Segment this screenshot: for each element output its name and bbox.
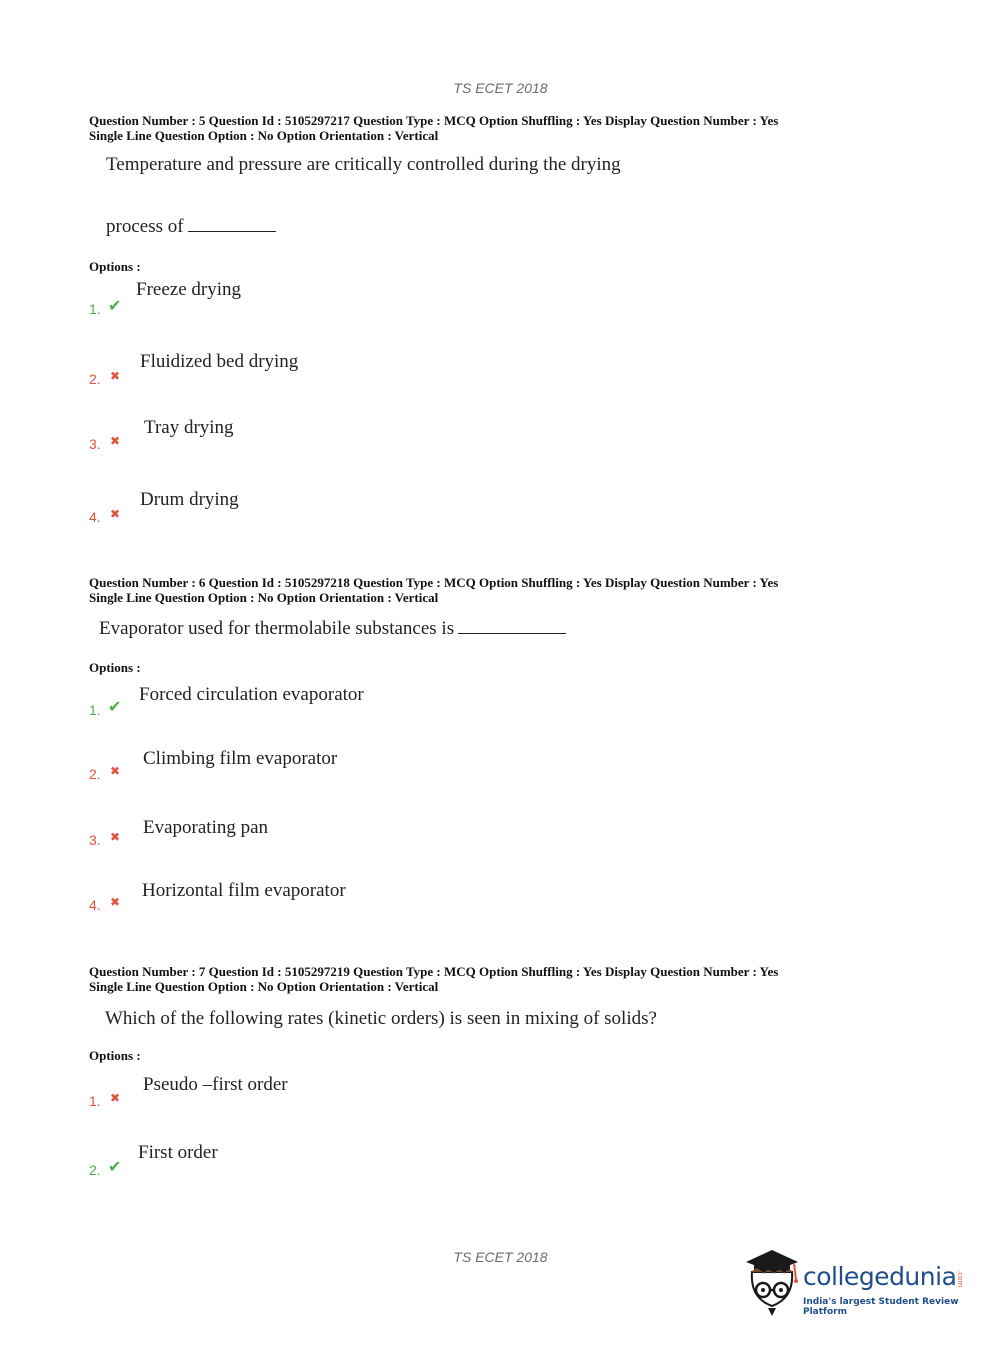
question-text-q6 — [99, 618, 566, 640]
option-number: 4. — [89, 509, 101, 525]
options-label-q7: Options : — [89, 1048, 141, 1063]
question-meta-line2: Single Line Question Option : No Option Orientation : Vertical — [89, 590, 439, 605]
question-text-q7: Which of the following rates (kinetic orders) is seen in mixing of solids? — [105, 1008, 657, 1029]
question-text-q5-line1: Temperature and pressure are critically controlled during the drying — [106, 154, 621, 175]
option-text: Fluidized bed drying — [140, 351, 299, 372]
option-text: First order — [138, 1142, 218, 1163]
cross-icon: ✖ — [110, 895, 121, 909]
option-text: Climbing film evaporator — [143, 748, 338, 769]
cross-icon: ✖ — [110, 830, 121, 844]
check-icon: ✔ — [108, 296, 122, 315]
option-number: 4. — [89, 897, 101, 913]
option-text: Forced circulation evaporator — [139, 684, 364, 705]
option-number: 2. — [89, 766, 101, 782]
option-number: 3. — [89, 436, 101, 452]
cross-icon: ✖ — [110, 369, 121, 383]
option-number: 1. — [89, 301, 101, 317]
option-text: Pseudo –first order — [143, 1074, 288, 1095]
question-text-fragment: process of — [106, 216, 184, 237]
question-meta-line2: Single Line Question Option : No Option Orientation : Vertical — [89, 128, 439, 143]
options-label-q6: Options : — [89, 660, 141, 675]
question-meta-line1: Question Number : 5 Question Id : 5105297217 Question Type : MCQ Option Shuffling : Yes Display Question Number : Yes — [89, 113, 779, 128]
option-number: 1. — [89, 1093, 101, 1109]
option-number: 2. — [89, 371, 101, 387]
question-text-q5-line2 — [106, 216, 276, 238]
cross-icon: ✖ — [110, 507, 121, 521]
option-text: Tray drying — [144, 417, 234, 438]
logo-domain-suffix: .com — [956, 1270, 964, 1288]
collegedunia-mascot-icon — [742, 1248, 802, 1318]
question-text-fragment: Evaporator used for thermolabile substances is — [99, 618, 455, 639]
cross-icon: ✖ — [110, 764, 121, 778]
check-icon: ✔ — [108, 1157, 122, 1176]
option-number: 1. — [89, 702, 101, 718]
question-meta-line1: Question Number : 7 Question Id : 5105297219 Question Type : MCQ Option Shuffling : Yes Display Question Number : Yes — [89, 964, 779, 979]
logo-tagline: India's largest Student Review Platform — [803, 1297, 959, 1317]
option-text: Drum drying — [140, 489, 239, 510]
cross-icon: ✖ — [110, 434, 121, 448]
check-icon: ✔ — [108, 697, 122, 716]
cross-icon: ✖ — [110, 1091, 121, 1105]
options-label-q5: Options : — [89, 259, 141, 274]
answer-blank — [458, 632, 566, 634]
question-meta-line2: Single Line Question Option : No Option Orientation : Vertical — [89, 979, 439, 994]
option-number: 3. — [89, 832, 101, 848]
question-meta-q6 — [89, 575, 778, 605]
question-meta-q7 — [89, 964, 778, 994]
option-number: 2. — [89, 1162, 101, 1178]
option-text: Freeze drying — [136, 279, 241, 300]
page-header: TS ECET 2018 — [453, 80, 548, 96]
option-text: Horizontal film evaporator — [142, 880, 346, 901]
answer-blank — [188, 230, 276, 232]
question-meta-line1: Question Number : 6 Question Id : 5105297218 Question Type : MCQ Option Shuffling : Yes Display Question Number : Yes — [89, 575, 779, 590]
question-meta-q5 — [89, 113, 778, 143]
page-footer: TS ECET 2018 — [453, 1249, 548, 1265]
logo-brand-text: collegedunia — [803, 1262, 957, 1291]
option-text: Evaporating pan — [143, 817, 269, 838]
